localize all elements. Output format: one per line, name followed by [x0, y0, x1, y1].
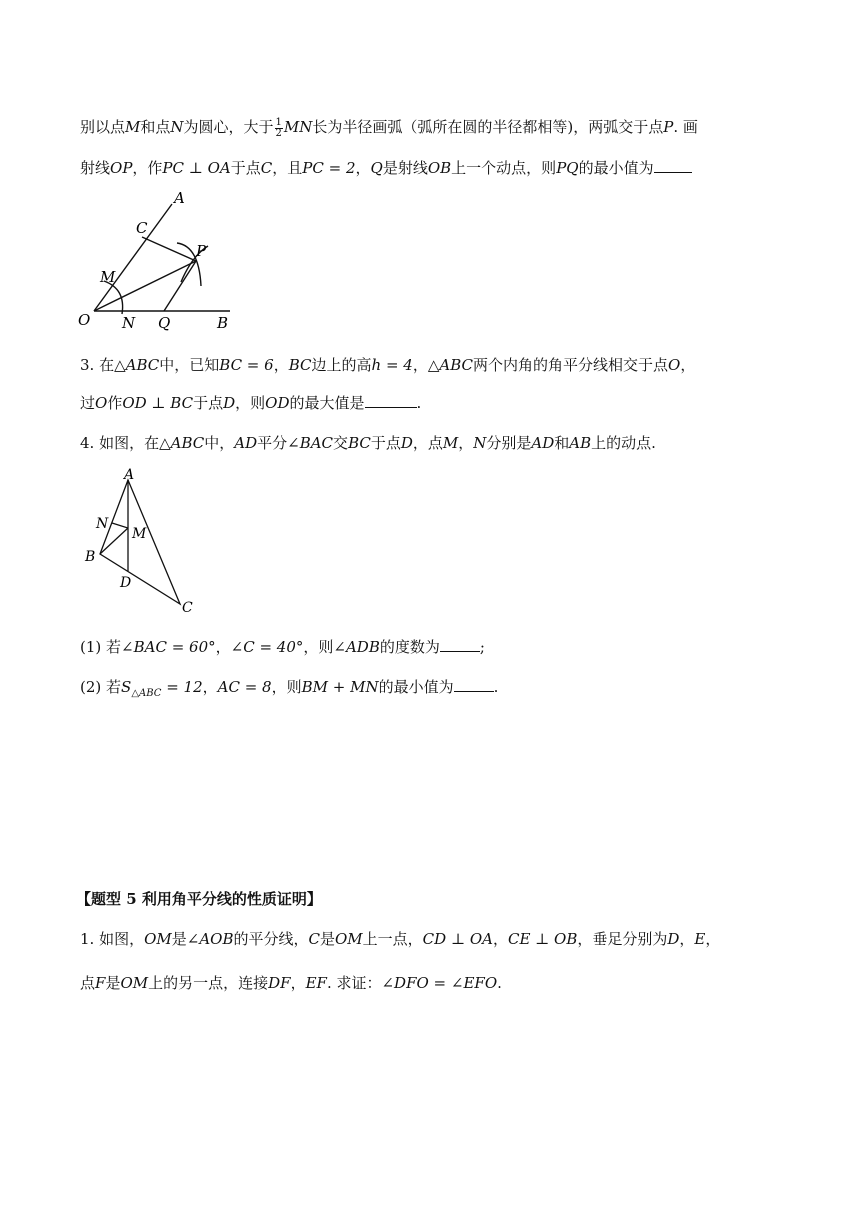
text: 中， — [204, 434, 235, 452]
math-OD: OD — [265, 394, 290, 412]
text: 别以点 — [80, 118, 126, 136]
math-OB: OB — [427, 159, 452, 177]
text: ，垂足分别为 — [577, 930, 668, 948]
text: 中，已知 — [159, 356, 220, 374]
text: 3. 在△ — [80, 356, 126, 374]
text: ，且 — [272, 159, 303, 177]
ray-OA — [94, 204, 172, 311]
text: 分别是 — [486, 434, 532, 452]
math-D: D — [400, 434, 413, 452]
fraction-denominator: 2 — [275, 127, 282, 139]
math-N: N — [170, 118, 184, 136]
text: . 求证： — [326, 974, 382, 992]
math-OM: OM — [335, 930, 363, 948]
math-perp: PC ⊥ OA — [162, 159, 231, 177]
text: ， — [492, 930, 508, 948]
math-PQ: PQ — [556, 159, 579, 177]
text: (1) 若 — [80, 638, 122, 656]
text: 于点 — [230, 159, 261, 177]
text: ，作 — [132, 159, 163, 177]
math-BC: BC — [348, 434, 371, 452]
label-M: M — [132, 526, 147, 542]
fraction-one-half — [275, 118, 283, 139]
label-C: C — [182, 600, 193, 616]
text: ， — [680, 356, 696, 374]
answer-blank — [440, 637, 480, 652]
text: 于点 — [370, 434, 401, 452]
segment-NM — [112, 523, 128, 528]
math-ce-perp: CE ⊥ OB — [507, 930, 578, 948]
label-A: A — [124, 467, 135, 483]
problem5-line1 — [80, 928, 720, 950]
text: . — [493, 678, 499, 696]
math-AB: AB — [569, 434, 592, 452]
segment-PC — [142, 237, 196, 261]
text: 是 — [319, 930, 335, 948]
math-bm-mn: BM + MN — [301, 678, 379, 696]
problem4-sub2 — [80, 676, 498, 705]
problem4-line1 — [80, 432, 656, 454]
math-eq12: = 12 — [161, 678, 203, 696]
math-D: D — [667, 930, 680, 948]
problem4-sub1 — [80, 636, 485, 658]
text: ， — [202, 678, 218, 696]
text: . 画 — [673, 118, 698, 136]
problem2-line2 — [80, 157, 692, 179]
figure-triangle-abc — [82, 466, 202, 616]
math-M: M — [125, 118, 141, 136]
math-AD: AD — [234, 434, 258, 452]
text: 和 — [554, 434, 570, 452]
text: 为圆心，大于 — [183, 118, 274, 136]
math-ABC: ABC — [439, 356, 473, 374]
text: 的平分线， — [233, 930, 309, 948]
math-BC: BC — [288, 356, 312, 374]
math-od-perp: OD ⊥ BC — [122, 394, 194, 412]
math-O: O — [668, 356, 681, 374]
label-B: B — [217, 314, 229, 332]
text: 于点 — [193, 394, 224, 412]
math-O: O — [95, 394, 108, 412]
math-C: C — [308, 930, 320, 948]
label-Q: Q — [158, 314, 171, 332]
math-EF: EF — [305, 974, 327, 992]
text: ， — [290, 974, 306, 992]
text: ， — [679, 930, 695, 948]
text: ; — [479, 638, 485, 656]
text: 的最小值为 — [378, 678, 454, 696]
label-A: A — [174, 189, 185, 207]
math-DF: DF — [268, 974, 291, 992]
math-E: E — [694, 930, 706, 948]
math-angle-c: ∠C = 40° — [230, 638, 304, 656]
answer-blank — [365, 393, 417, 408]
text: 的最大值是 — [289, 394, 365, 412]
math-N: N — [473, 434, 487, 452]
label-N: N — [96, 516, 109, 532]
math-ABC: ABC — [125, 356, 160, 374]
problem2-line1 — [80, 116, 698, 139]
math-Q: Q — [370, 159, 383, 177]
text: ， — [355, 159, 371, 177]
math-pc-eq: PC = 2 — [302, 159, 356, 177]
text: 交 — [333, 434, 349, 452]
math-cd-perp: CD ⊥ OA — [422, 930, 493, 948]
text: 射线 — [80, 159, 111, 177]
text: ，点 — [412, 434, 443, 452]
math-D: D — [223, 394, 236, 412]
text: 上一个动点，则 — [451, 159, 557, 177]
label-P: P — [196, 242, 207, 260]
text: 过 — [80, 394, 96, 412]
math-angle-adb: ∠ADB — [333, 638, 380, 656]
text: ，则 — [235, 394, 266, 412]
text: ， — [705, 930, 721, 948]
answer-blank — [454, 677, 494, 692]
math-angle-bac: ∠BAC = 60° — [121, 638, 216, 656]
math-S: S — [121, 678, 132, 696]
text: 的最小值为 — [578, 159, 654, 177]
text: 两个内角的角平分线相交于点 — [473, 356, 669, 374]
math-F: F — [95, 974, 106, 992]
label-M: M — [100, 268, 116, 286]
text: ，则 — [303, 638, 334, 656]
text: 的度数为 — [379, 638, 440, 656]
label-O: O — [78, 311, 91, 329]
text: 是 — [105, 974, 121, 992]
figure-angle-bisector — [74, 186, 244, 336]
math-ac8: AC = 8 — [217, 678, 272, 696]
math-bc6: BC = 6 — [219, 356, 274, 374]
text: . — [497, 974, 502, 992]
text: 作 — [107, 394, 123, 412]
math-OM: OM — [144, 930, 172, 948]
math-h4: ℎ = 4 — [371, 356, 413, 374]
problem3-line2 — [80, 392, 421, 414]
label-C: C — [136, 219, 148, 237]
text: . — [416, 394, 422, 412]
text: 长为半径画弧（弧所在圆的半径都相等)，两弧交于点 — [312, 118, 664, 136]
text: ， — [215, 638, 231, 656]
text: 是射线 — [382, 159, 428, 177]
text: ， — [273, 356, 289, 374]
text: 和点 — [140, 118, 171, 136]
answer-blank — [654, 158, 692, 173]
math-C: C — [260, 159, 273, 177]
problem3-line1 — [80, 354, 695, 376]
math-OM: OM — [120, 974, 149, 992]
math-MN: MN — [283, 118, 313, 136]
math-proof-statement: ∠DFO = ∠EFO — [381, 974, 498, 992]
math-P: P — [663, 118, 674, 136]
math-AOB: AOB — [199, 930, 234, 948]
math-ABC: ABC — [170, 434, 205, 452]
text: ，△ — [412, 356, 440, 374]
text: 上的动点. — [591, 434, 656, 452]
text: 点 — [80, 974, 96, 992]
text: 上的另一点，连接 — [148, 974, 269, 992]
text: 平分∠ — [257, 434, 300, 452]
math-AD: AD — [531, 434, 555, 452]
label-N: N — [122, 314, 136, 332]
label-D: D — [120, 575, 132, 591]
math-BAC: BAC — [299, 434, 334, 452]
text: 边上的高 — [311, 356, 372, 374]
math-M: M — [442, 434, 459, 452]
fraction-numerator: 1 — [275, 116, 282, 128]
text: 1. 如图， — [80, 930, 145, 948]
problem5-line2 — [80, 972, 502, 994]
text: 4. 如图，在△ — [80, 434, 171, 452]
math-subscript-abc: △ABC — [131, 688, 162, 699]
label-B: B — [85, 549, 96, 565]
text: ，则 — [271, 678, 302, 696]
text: 上一点， — [362, 930, 423, 948]
math-OP: OP — [110, 159, 133, 177]
text: ， — [458, 434, 474, 452]
text: (2) 若 — [80, 678, 122, 696]
text: 是∠ — [171, 930, 200, 948]
section-heading: 【题型 5 利用角平分线的性质证明】 — [76, 890, 322, 908]
